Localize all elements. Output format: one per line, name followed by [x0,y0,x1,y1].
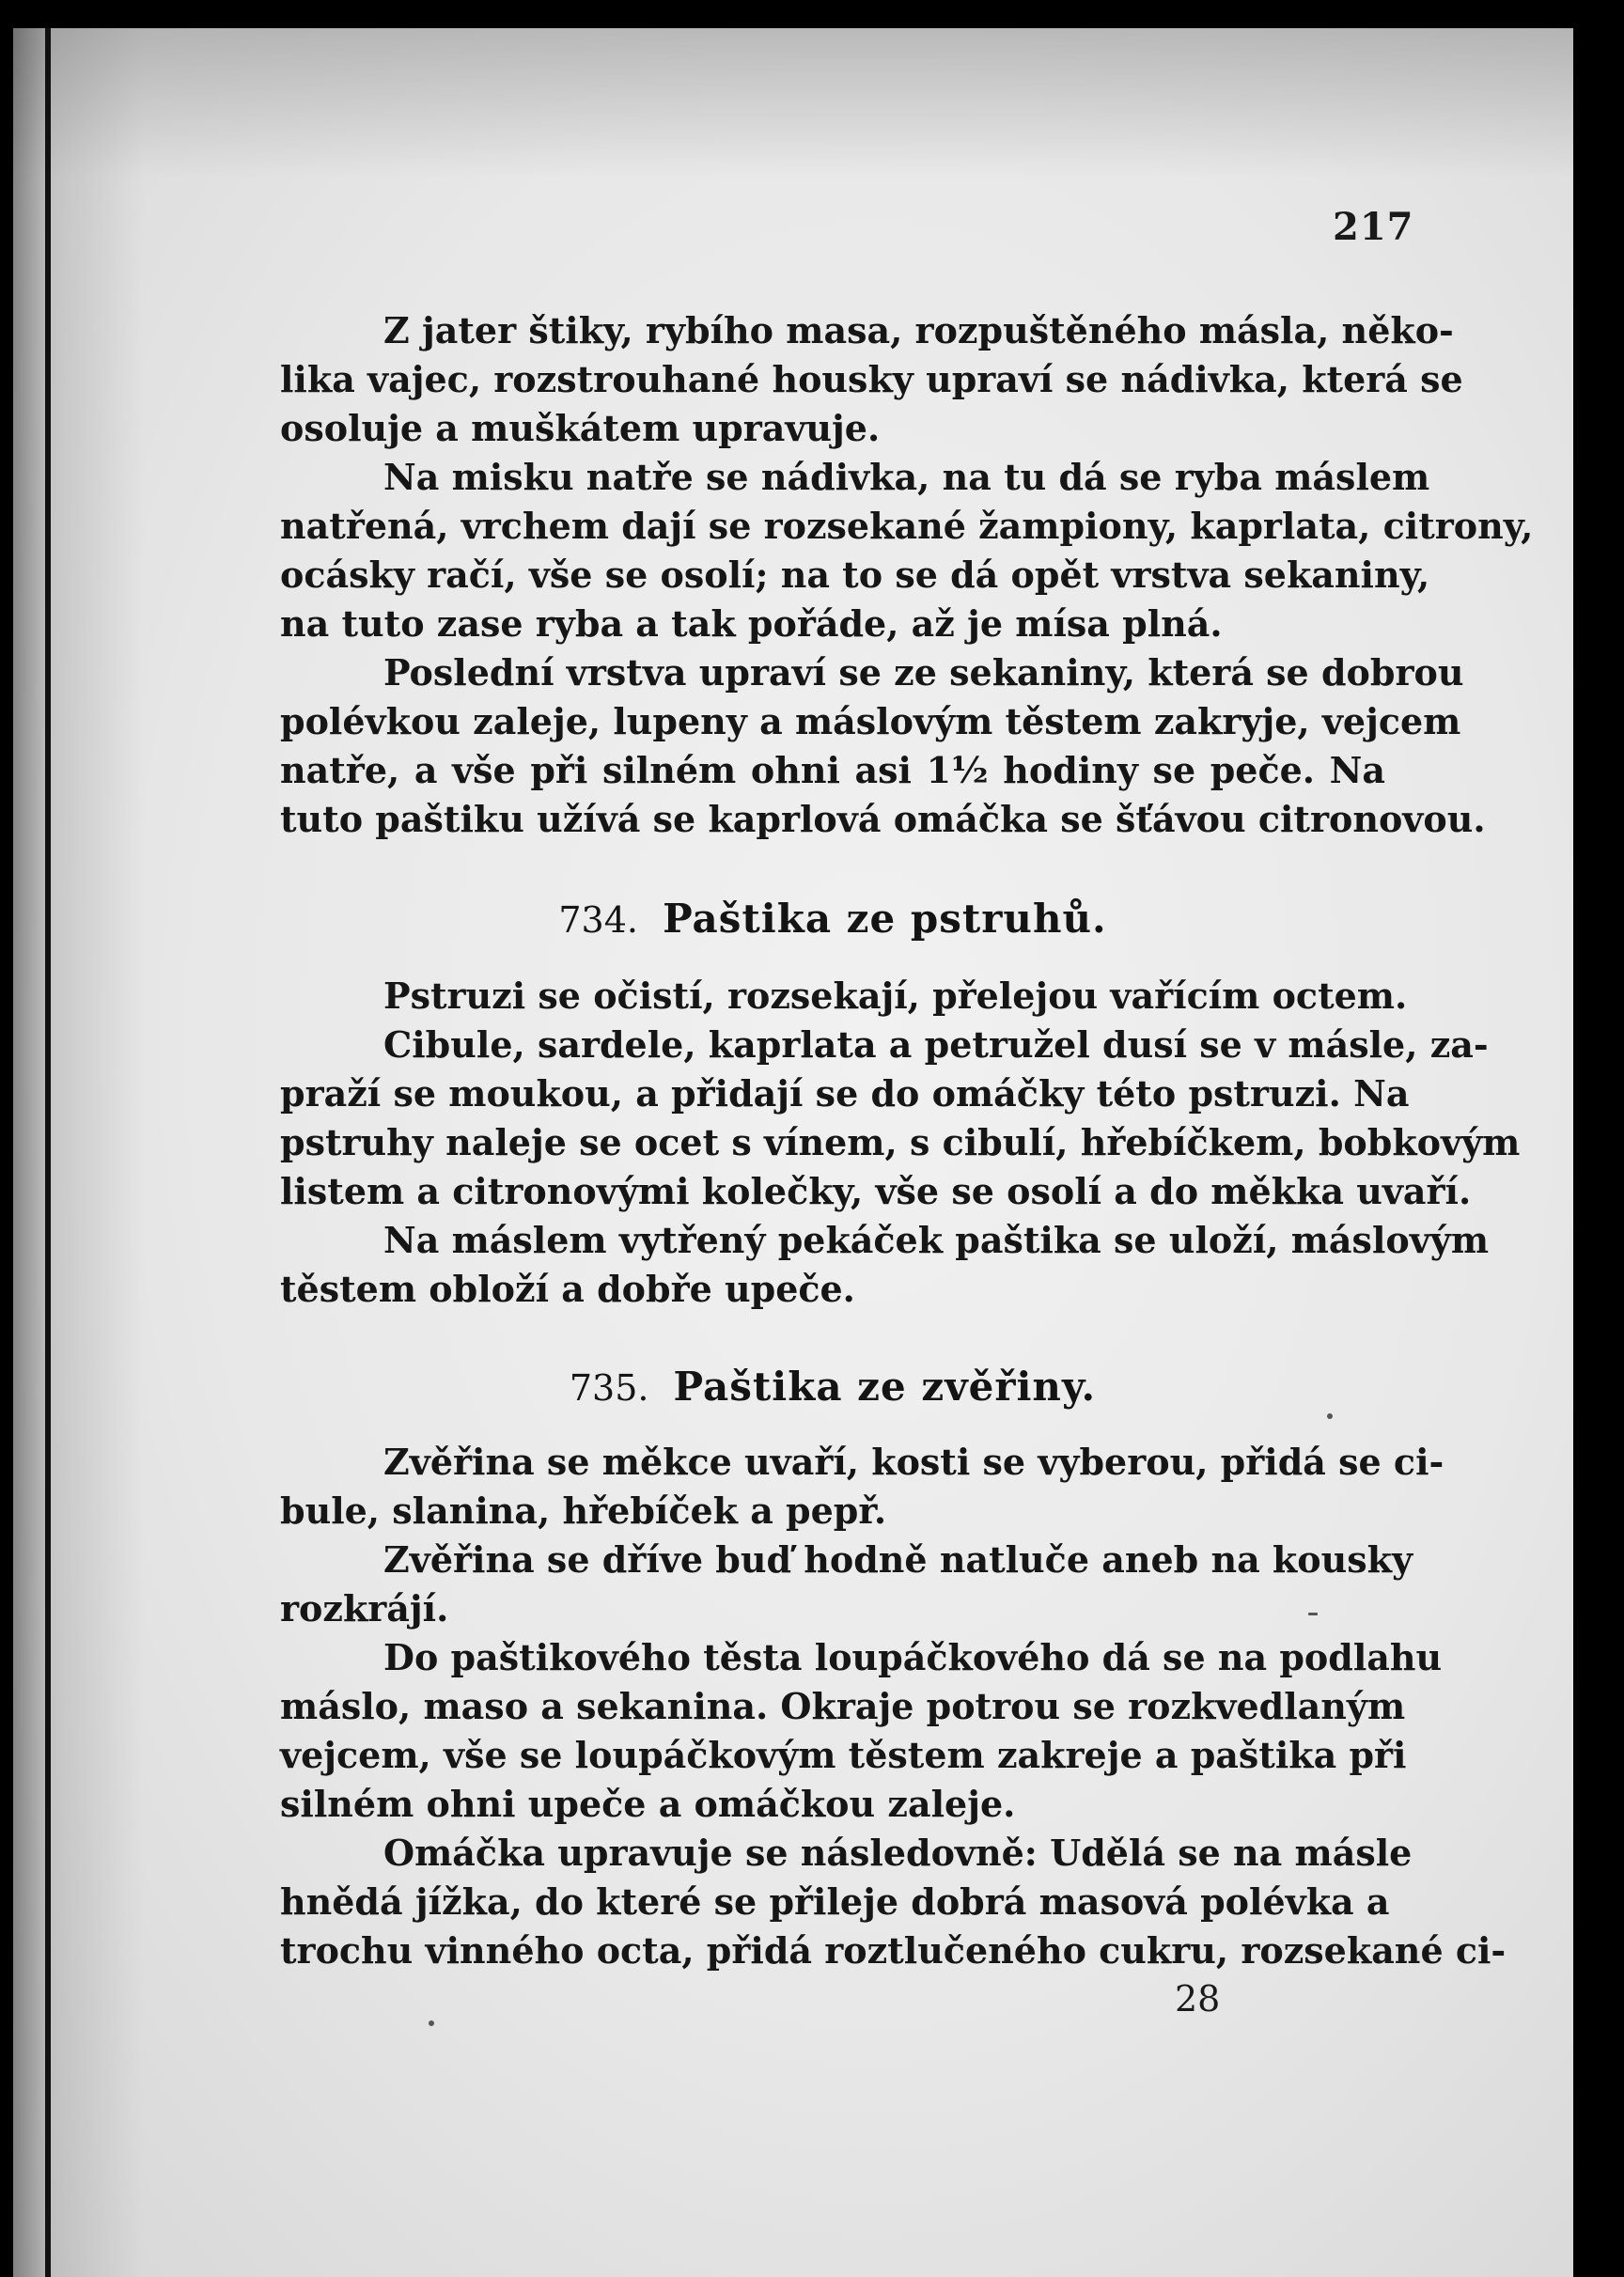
text-line: bule, slanina, hřebíček a pepř. [280,1489,887,1532]
body-text-735 [280,1438,1507,1975]
text-line: rozkrájí. [280,1587,449,1630]
text-line: Poslední vrstva upraví se ze sekaniny, která se dobrou [383,651,1464,694]
text-line: máslo, maso a sekanina. Okraje potrou se rozkvedlaným [280,1685,1406,1727]
text-line: pstruhy naleje se ocet s vínem, s cibulí, hřebíčkem, bobkovým [280,1121,1521,1163]
recipe-title: Paštika ze pstruhů. [663,896,1107,942]
text-line: Cibule, sardele, kaprlata a petružel dusí se v másle, za- [383,1023,1489,1066]
top-shadow [13,28,1573,179]
text-line: hnědá jížka, do které se přileje dobrá masová polévka a [280,1880,1390,1923]
page-number: 217 [1333,205,1414,249]
text-line: na tuto zase ryba a tak pořáde, až je mísa plná. [280,602,1223,645]
text-line: listem a citronovými kolečky, vše se osolí a do měkka uvaří. [280,1170,1472,1212]
text-line: Omáčka upravuje se následovně: Udělá se na másle [383,1832,1413,1874]
text-line: natře, a vše při silném ohni asi 1½ hodiny se peče. Na [280,749,1385,791]
text-line: Na misku natře se nádivka, na tu dá se ryba máslem [383,456,1430,498]
text-line: lika vajec, rozstrouhané housky upraví se nádivka, která se [280,358,1463,400]
text-line: polévkou zaleje, lupeny a máslovým těstem zakryje, vejcem [280,700,1461,742]
text-line: natřená, vrchem dají se rozsekané žampiony, kaprlata, citrony, [280,505,1534,547]
recipe-number: 734. [558,899,638,941]
signature-folio: 28 [1175,1978,1221,2020]
scan-speck [1327,1413,1333,1419]
text-line: praží se moukou, a přidají se do omáčky této pstruzi. Na [280,1072,1410,1115]
text-line: ocásky račí, vše se osolí; na to se dá opět vrstva sekaniny, [280,554,1430,596]
text-line: trochu vinného octa, přidá roztlučeného cukru, rozsekané ci- [280,1929,1507,1972]
recipe-number: 735. [569,1367,649,1409]
text-line: silném ohni upeče a omáčkou zaleje. [280,1783,1016,1825]
right-margin-dark [1573,0,1624,2277]
text-line: tuto paštiku užívá se kaprlová omáčka se šťávou citronovou. [280,798,1486,840]
text-line: Do paštikového těsta loupáčkového dá se na podlahu [383,1636,1443,1678]
text-line: Z jater štiky, rybího masa, rozpuštěného másla, něko- [383,309,1454,351]
text-line: Zvěřina se měkce uvaří, kosti se vyberou, přidá se ci- [383,1441,1444,1483]
text-line: Pstruzi se očistí, rozsekají, přelejou vařícím octem. [383,975,1408,1017]
recipe-title: Paštika ze zvěřiny. [673,1364,1097,1410]
scan-speck [1308,1613,1318,1615]
text-line: vejcem, vše se loupáčkovým těstem zakreje a paštika při [280,1734,1407,1776]
text-line: Na máslem vytřený pekáček paštika se uloží, máslovým [383,1219,1490,1261]
gutter-shadow [13,28,145,2277]
text-line: těstem obloží a dobře upeče. [280,1268,855,1310]
scan-speck [429,2020,434,2026]
spine-edge [45,28,51,2277]
text-line: Zvěřina se dříve buď hodně natluče aneb na kousky [383,1538,1413,1581]
recipe-heading-735 [280,1359,1385,1415]
body-text-top [280,306,1534,844]
recipe-heading-734 [280,891,1385,947]
text-line: osoluje a muškátem upravuje. [280,407,881,449]
body-text-734 [280,972,1521,1314]
